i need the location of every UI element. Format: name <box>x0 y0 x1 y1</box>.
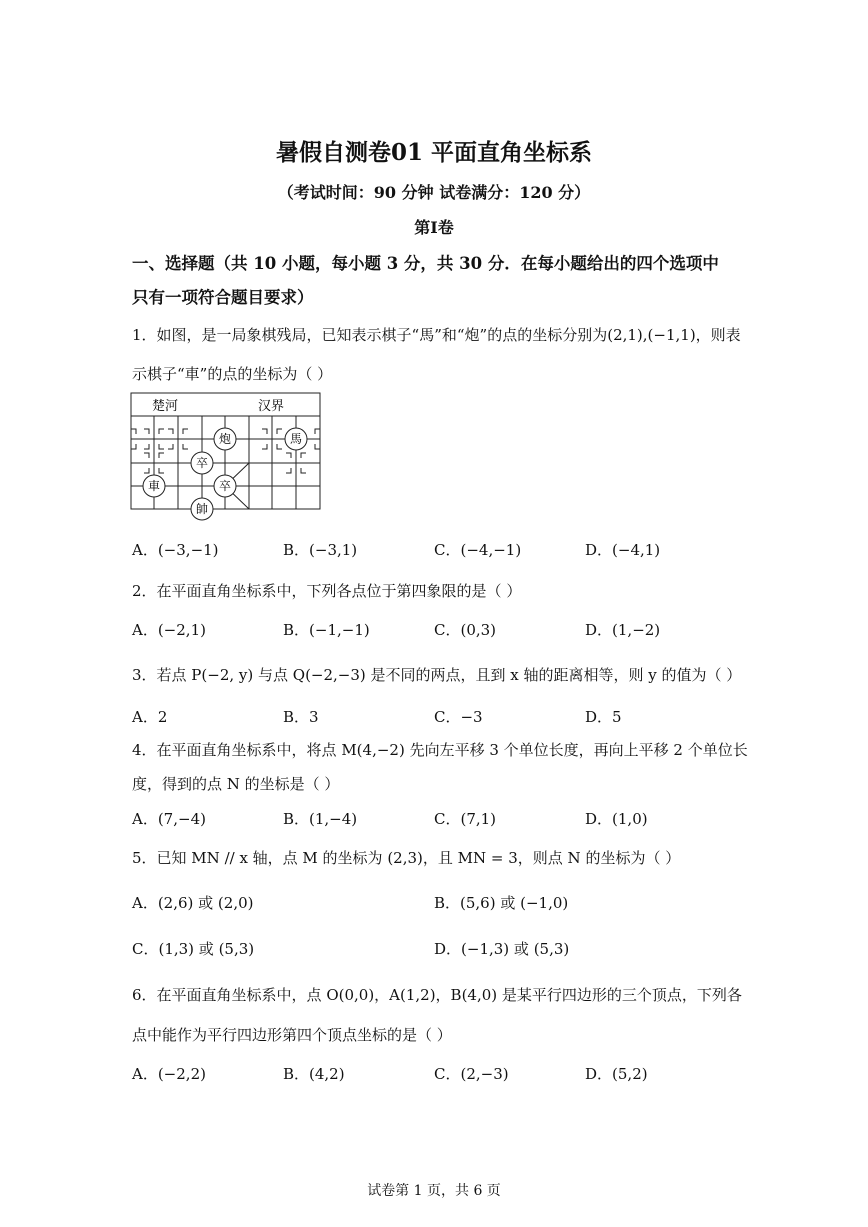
piece-ju: 車 <box>147 479 161 493</box>
question-4-line2: 度，得到的点 N 的坐标是（ ） <box>132 775 340 793</box>
question-6-line1: 6．在平面直角坐标系中，点 O(0,0)，A(1,2)，B(4,0) 是某平行四边形的三个顶点，下列各 <box>132 986 742 1004</box>
piece-ma: 馬 <box>289 432 303 446</box>
section-heading-line2: 只有一项符合题目要求） <box>132 288 314 307</box>
piece-shuai: 帥 <box>195 502 209 516</box>
question-4-line1: 4．在平面直角坐标系中，将点 M(4,−2) 先向左平移 3 个单位长度，再向上平移 2 个单位长 <box>132 741 748 759</box>
q3-option-b: B．3 <box>283 708 319 726</box>
q6-option-d: D．(5,2) <box>585 1065 648 1083</box>
question-2-line1: 2．在平面直角坐标系中，下列各点位于第四象限的是（ ） <box>132 582 522 600</box>
q4-option-a: A．(7,−4) <box>132 810 206 828</box>
q1-option-c: C．(−4,−1) <box>434 541 522 559</box>
q5-option-c: C．(1,3) 或 (5,3) <box>132 940 255 958</box>
chess-board-figure <box>130 392 325 524</box>
q4-option-d: D．(1,0) <box>585 810 648 828</box>
q4-option-b: B．(1,−4) <box>283 810 358 828</box>
q5-option-b: B．(5,6) 或 (−1,0) <box>434 894 569 912</box>
q1-option-a: A．(−3,−1) <box>132 541 219 559</box>
q3-option-d: D．5 <box>585 708 622 726</box>
q5-option-d: D．(−1,3) 或 (5,3) <box>434 940 570 958</box>
q3-option-a: A．2 <box>132 708 168 726</box>
page-title: 暑假自测卷01 平面直角坐标系 <box>275 139 592 166</box>
q5-option-a: A．(2,6) 或 (2,0) <box>132 894 254 912</box>
q2-option-a: A．(−2,1) <box>132 621 206 639</box>
question-3-line1: 3．若点 P(−2, y) 与点 Q(−2,−3) 是不同的两点，且到 x 轴的距离相等，则 y 的值为（ ） <box>132 666 742 684</box>
q3-option-c: C．−3 <box>434 708 483 726</box>
section-heading-line1: 一、选择题（共 10 小题，每小题 3 分，共 30 分．在每小题给出的四个选项中 <box>132 254 719 273</box>
q6-option-c: C．(2,−3) <box>434 1065 509 1083</box>
volume-label: 第Ⅰ卷 <box>414 218 454 237</box>
board-label-chuhe: 楚河 <box>152 399 179 414</box>
question-6-line2: 点中能作为平行四边形第四个顶点坐标的是（ ） <box>132 1026 452 1044</box>
q6-option-b: B．(4,2) <box>283 1065 345 1083</box>
piece-zu-2: 卒 <box>218 479 232 493</box>
page-footer: 试卷第 1 页，共 6 页 <box>367 1183 501 1199</box>
question-1-line1: 1．如图，是一局象棋残局，已知表示棋子“馬”和“炮”的点的坐标分别为(2,1),(−1,1)，则表 <box>132 326 741 344</box>
question-1-line2: 示棋子“車”的点的坐标为（ ） <box>132 365 333 383</box>
q4-option-c: C．(7,1) <box>434 810 497 828</box>
q2-option-b: B．(−1,−1) <box>283 621 370 639</box>
q1-option-d: D．(−4,1) <box>585 541 661 559</box>
piece-pao: 炮 <box>218 432 232 446</box>
board-label-hanjie: 汉界 <box>258 399 285 414</box>
q2-option-c: C．(0,3) <box>434 621 497 639</box>
piece-zu-1: 卒 <box>195 456 209 470</box>
q6-option-a: A．(−2,2) <box>132 1065 206 1083</box>
exam-info: （考试时间：90 分钟 试卷满分：120 分） <box>277 183 591 202</box>
q1-option-b: B．(−3,1) <box>283 541 358 559</box>
question-5-line1: 5．已知 MN // x 轴，点 M 的坐标为 (2,3)，且 MN = 3，则点 N 的坐标为（ ） <box>132 849 681 867</box>
q2-option-d: D．(1,−2) <box>585 621 661 639</box>
